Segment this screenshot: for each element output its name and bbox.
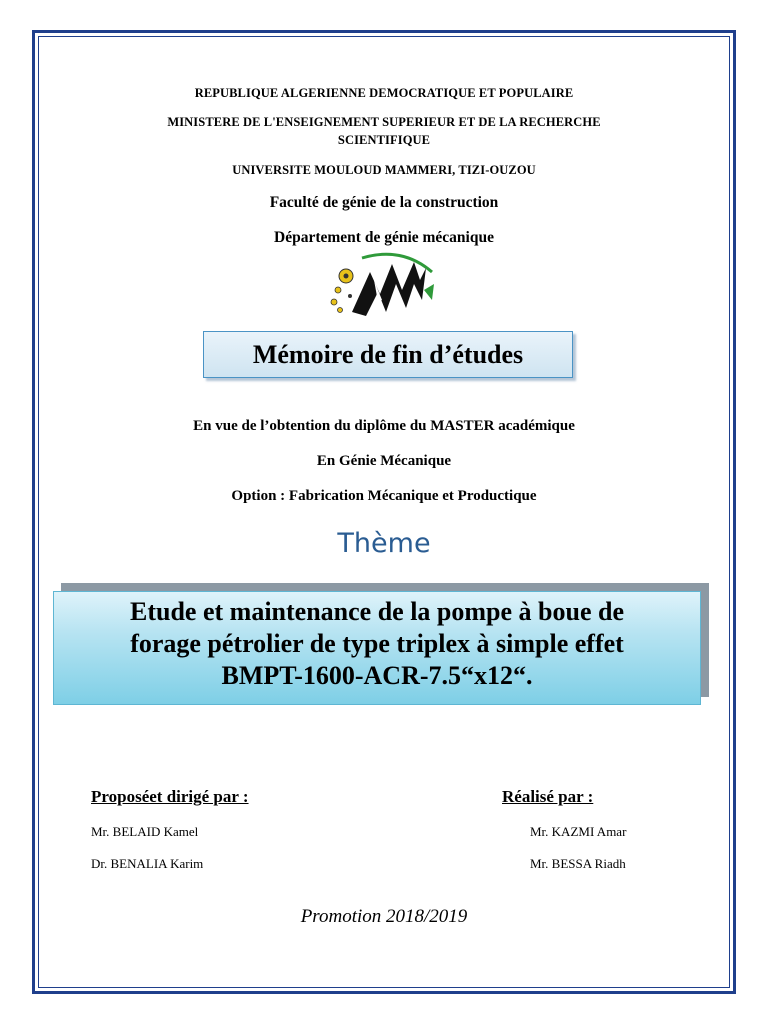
diploma-line: En vue de l’obtention du diplôme du MASTER académique bbox=[193, 418, 575, 434]
memoire-title: Mémoire de fin d’études bbox=[252, 340, 524, 369]
supervisor-name: Mr. BELAID Kamel bbox=[91, 824, 199, 839]
author-name: Mr. BESSA Riadh bbox=[530, 856, 626, 871]
page-border-inner bbox=[38, 36, 730, 988]
author-name: Mr. KAZMI Amar bbox=[530, 824, 627, 839]
republic-heading: REPUBLIQUE ALGERIENNE DEMOCRATIQUE ET POPULAIRE bbox=[194, 86, 574, 100]
thesis-title-line3: BMPT-1600-ACR-7.5“x12“. bbox=[221, 661, 533, 690]
theme-label: Thème bbox=[337, 528, 431, 559]
specialty-line: En Génie Mécanique bbox=[316, 453, 452, 469]
promotion-year: Promotion 2018/2019 bbox=[300, 906, 468, 927]
thesis-title-box bbox=[53, 591, 701, 705]
university-logo-icon bbox=[322, 250, 440, 322]
memoire-title-box bbox=[203, 331, 573, 378]
option-line: Option : Fabrication Mécanique et Productique bbox=[231, 488, 537, 504]
authors-heading: Réalisé par : bbox=[502, 787, 594, 806]
supervisor-name: Dr. BENALIA Karim bbox=[91, 856, 204, 871]
thesis-title-line1: Etude et maintenance de la pompe à boue de bbox=[130, 597, 624, 626]
ministry-heading-line1: MINISTERE DE L'ENSEIGNEMENT SUPERIEUR ET DE LA RECHERCHE bbox=[167, 115, 601, 129]
university-heading: UNIVERSITE MOULOUD MAMMERI, TIZI-OUZOU bbox=[232, 163, 536, 177]
faculty-heading: Faculté de génie de la construction bbox=[269, 194, 499, 211]
department-heading: Département de génie mécanique bbox=[274, 229, 494, 246]
supervisors-heading: Proposéet dirigé par : bbox=[91, 787, 249, 806]
ministry-heading-line2: SCIENTIFIQUE bbox=[337, 133, 431, 147]
thesis-title-line2: forage pétrolier de type triplex à simple effet bbox=[130, 629, 624, 658]
